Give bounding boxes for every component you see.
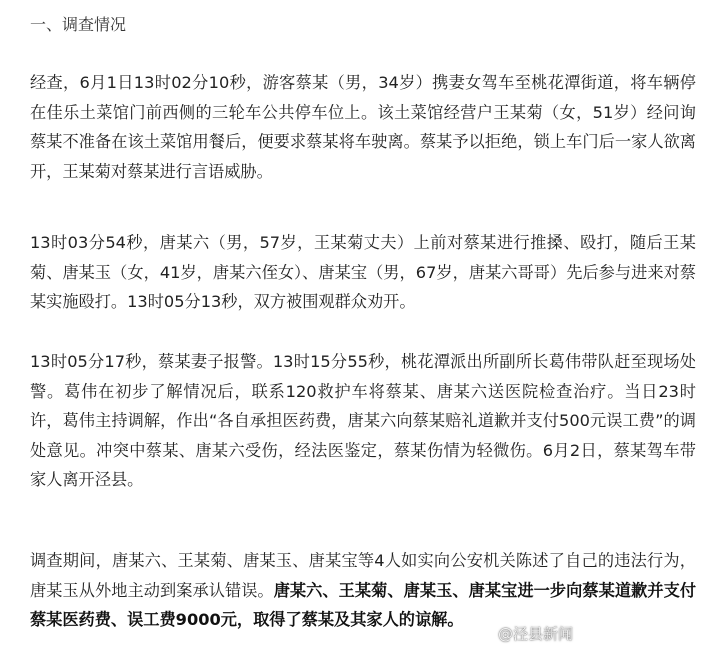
paragraph-assault: 13时03分54秒，唐某六（男，57岁，王某菊丈夫）上前对蔡某进行推搡、殴打，随后王某菊、唐某玉（女，41岁，唐某六侄女）、唐某宝（男，67岁，唐某六哥哥）先后参与进来对蔡某实施殴打。13时05分13秒，双方被围观群众劝开。 [30,233,696,311]
paragraph-investigation [30,546,696,635]
paragraph-investigation-bold: 唐某六、王某菊、唐某玉、唐某宝进一步向蔡某道歉并支付蔡某医药费、误工费9000元，取得了蔡某及其家人的谅解。 [30,580,697,629]
paragraph-incident: 经查，6月1日13时02分10秒，游客蔡某（男，34岁）携妻女驾车至桃花潭街道，将车辆停在佳乐土菜馆门前西侧的三轮车公共停车位上。该土菜馆经营户王某菊（女，51岁）经问询蔡某不准备在该土菜馆用餐后，便要求蔡某将车驶离。蔡某予以拒绝，锁上车门后一家人欲离开，王某菊对蔡某进行言语威胁。 [30,73,696,181]
source-watermark [472,624,573,644]
watermark-text: @泾县新闻 [498,625,574,643]
section-heading: 一、调查情况 [30,15,127,34]
weibo-icon [472,625,494,643]
paragraph-investigation-normal: 调查期间，唐某六、王某菊、唐某玉、唐某宝等4人如实向公安机关陈述了自己的违法行为，唐某玉从外地主动到案承认错误。 [30,551,696,600]
paragraph-police-response: 13时05分17秒，蔡某妻子报警。13时15分55秒，桃花潭派出所副所长葛伟带队赶至现场处警。葛伟在初步了解情况后，联系120救护车将蔡某、唐某六送医院检查治疗。当日23时许，葛伟主持调解，作出“各自承担医药费，唐某六向蔡某赔礼道歉并支付500元误工费”的调处意见。冲突中蔡某、唐某六受伤，经法医鉴定，蔡某伤情为轻微伤。6月2日，蔡某驾车带家人离开泾县。 [30,352,696,489]
